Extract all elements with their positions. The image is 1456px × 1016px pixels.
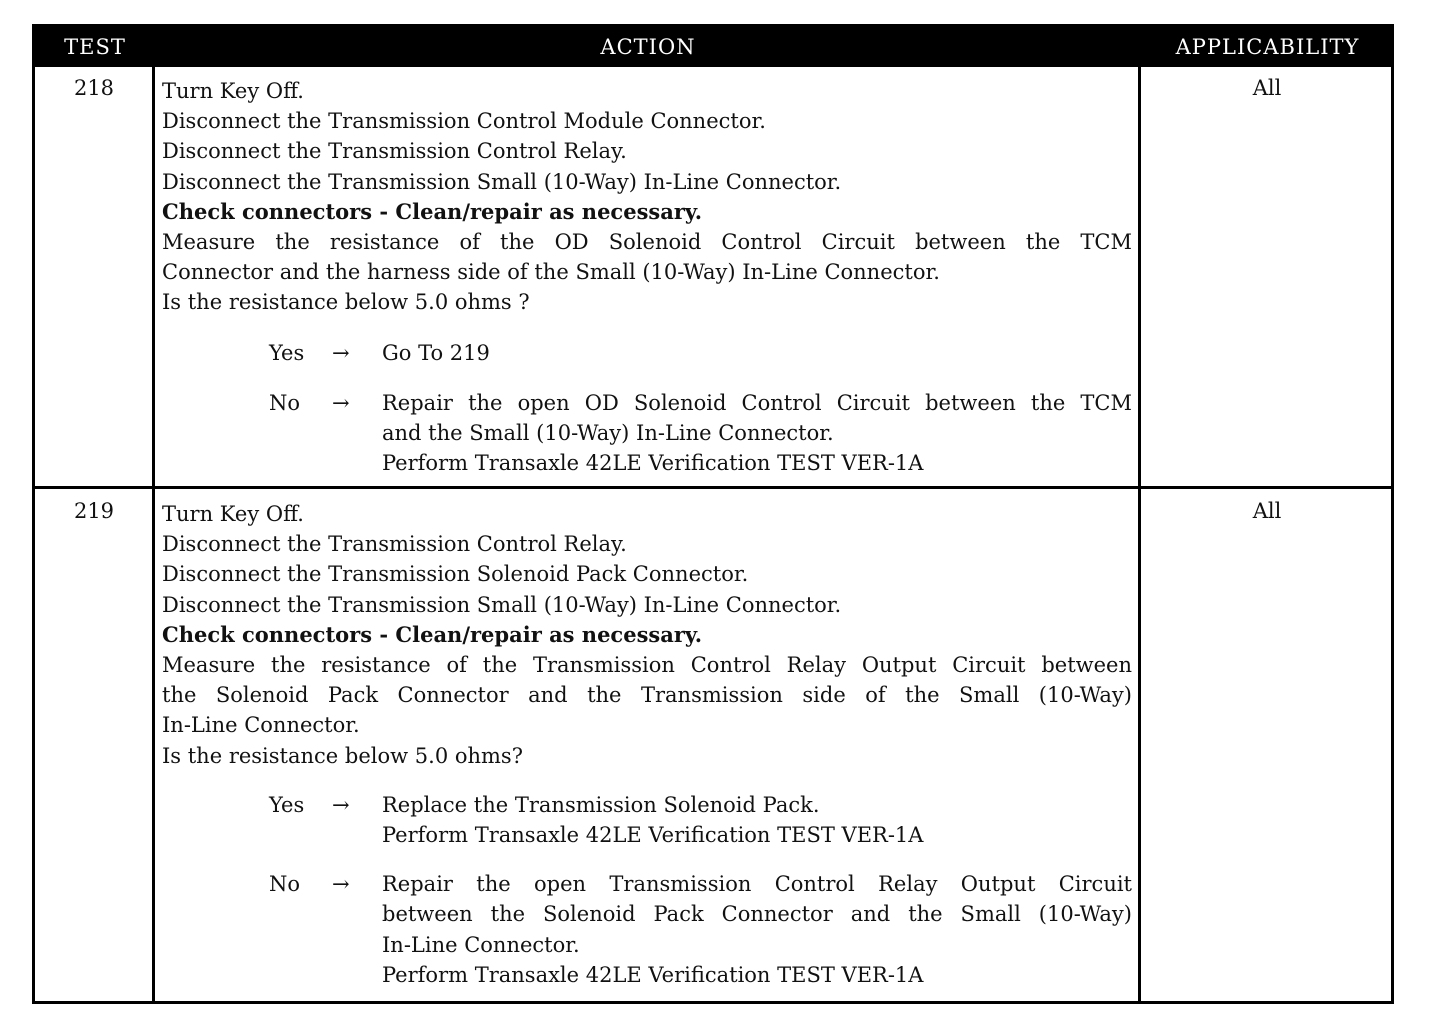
arrow-right-icon: → (332, 792, 350, 817)
action-line: the Solenoid Pack Connector and the Transmission side of the Small (10-Way) (162, 683, 1132, 708)
no-response (162, 869, 1132, 990)
action-line: Measure the resistance of the OD Solenoid Control Circuit between the TCM (162, 230, 1132, 255)
yes-response (162, 790, 1132, 850)
action-line: In-Line Connector. (162, 713, 360, 738)
question-line: Is the resistance below 5.0 ohms? (162, 743, 523, 768)
header-test: TEST (64, 35, 126, 59)
no-line: Repair the open OD Solenoid Control Circuit between the TCM (382, 390, 1132, 415)
action-line: Turn Key Off. (162, 79, 304, 103)
test-number: 218 (73, 76, 115, 100)
action-line: Disconnect the Transmission Control Module Connector. (162, 109, 766, 134)
action-cell (162, 76, 1132, 478)
no-line: Perform Transaxle 42LE Verification TEST VER-1A (382, 451, 924, 476)
diagnostic-test-table (32, 24, 1394, 1004)
header-applicability: APPLICABILITY (1175, 35, 1360, 59)
action-line: Disconnect the Transmission Small (10-Way) In-Line Connector. (162, 592, 842, 617)
no-line: between the Solenoid Pack Connector and the Small (10-Way) (382, 902, 1132, 927)
no-line: In-Line Connector. (382, 932, 580, 957)
yes-label: Yes (269, 792, 305, 817)
action-line: Disconnect the Transmission Small (10-Way) In-Line Connector. (162, 169, 842, 194)
applicability-value: All (1252, 76, 1282, 100)
action-line: Disconnect the Transmission Control Relay. (162, 139, 627, 164)
no-line: Perform Transaxle 42LE Verification TEST VER-1A (382, 962, 924, 987)
no-response (162, 388, 1132, 479)
arrow-right-icon: → (332, 390, 350, 415)
action-line: Disconnect the Transmission Control Relay. (162, 532, 627, 557)
action-cell (162, 499, 1132, 990)
yes-response (162, 338, 1132, 368)
no-line: and the Small (10-Way) In-Line Connector. (382, 421, 834, 446)
header-action: ACTION (600, 35, 696, 59)
action-line: Turn Key Off. (162, 502, 304, 526)
yes-label: Yes (269, 340, 305, 365)
action-line: Disconnect the Transmission Solenoid Pack Connector. (162, 562, 749, 587)
question-line: Is the resistance below 5.0 ohms ? (162, 290, 530, 315)
no-label: No (269, 390, 301, 415)
column-divider (152, 67, 155, 1001)
yes-line: Perform Transaxle 42LE Verification TEST VER-1A (382, 823, 924, 848)
action-line: Measure the resistance of the Transmission Control Relay Output Circuit between (162, 653, 1132, 678)
check-connectors-note: Check connectors - Clean/repair as necessary. (162, 621, 703, 647)
column-divider (1138, 67, 1141, 1001)
row-divider (35, 486, 1391, 489)
table-header (35, 27, 1391, 67)
yes-line: Replace the Transmission Solenoid Pack. (382, 792, 820, 817)
no-label: No (269, 872, 301, 897)
yes-line: Go To 219 (382, 340, 490, 365)
applicability-value: All (1252, 499, 1282, 523)
no-line: Repair the open Transmission Control Relay Output Circuit (382, 872, 1132, 897)
arrow-right-icon: → (332, 872, 350, 897)
check-connectors-note: Check connectors - Clean/repair as necessary. (162, 198, 703, 224)
arrow-right-icon: → (332, 340, 350, 365)
test-number: 219 (73, 499, 115, 523)
action-line: Connector and the harness side of the Small (10-Way) In-Line Connector. (162, 260, 940, 285)
